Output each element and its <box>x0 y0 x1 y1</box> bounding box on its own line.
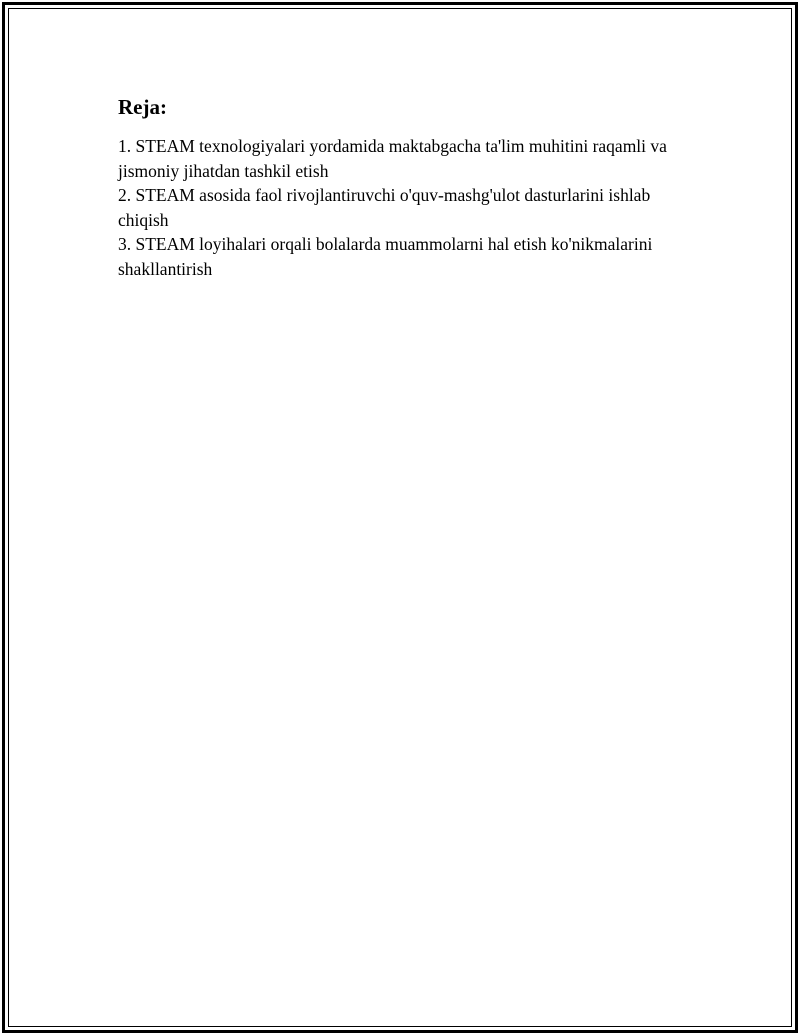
plan-item-1: 1. STEAM texnologiyalari yordamida maktabgacha ta'lim muhitini raqamli va jismoniy jihatdan tashkil etish <box>118 136 667 181</box>
plan-item-2: 2. STEAM asosida faol rivojlantiruvchi o'quv-mashg'ulot dasturlarini ishlab chiqish <box>118 185 651 230</box>
plan-list <box>118 134 698 281</box>
plan-item-3: 3. STEAM loyihalari orqali bolalarda muammolarni hal etish ko'nikmalarini shakllantirish <box>118 234 653 279</box>
plan-title: Reja: <box>118 95 167 119</box>
document-content <box>118 94 698 281</box>
